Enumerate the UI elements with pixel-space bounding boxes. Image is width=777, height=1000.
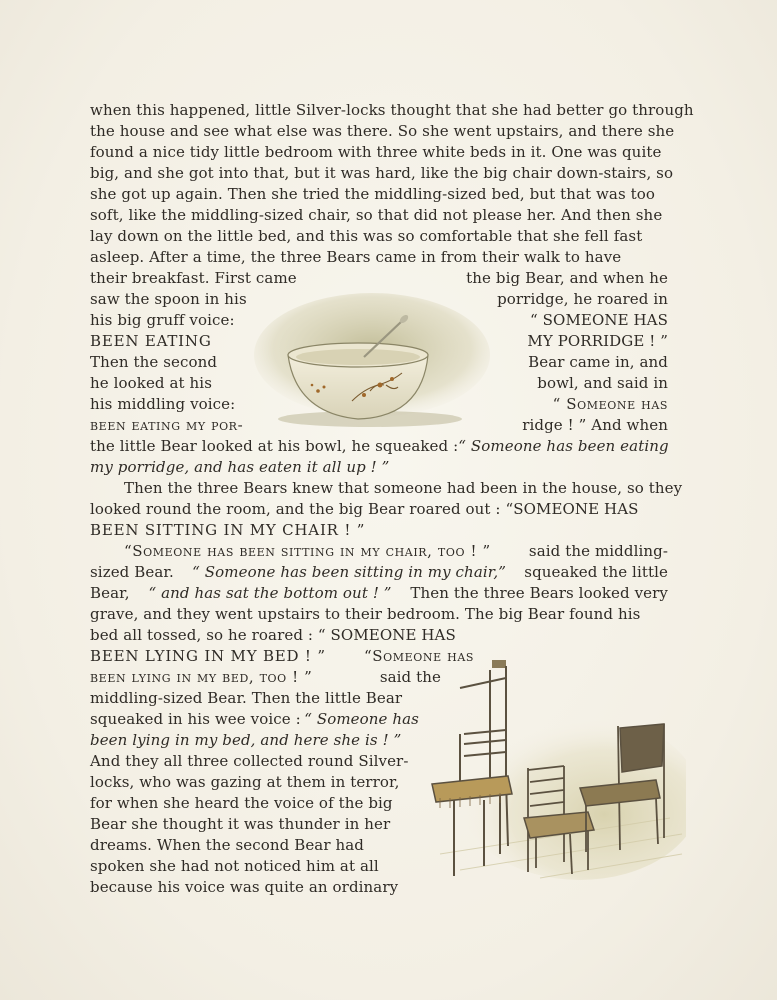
text-line: BEEN EATING MY PORRIDGE ! ” bbox=[90, 332, 668, 350]
text-line: sized Bear. “ Someone has been sitting in my chair,” squeaked the little bbox=[90, 563, 668, 581]
text-line: he looked at his bowl, and said in bbox=[90, 374, 668, 392]
text-line: his middling voice: “ Someone has bbox=[90, 395, 668, 413]
text-line: saw the spoon in his porridge, he roared in bbox=[90, 290, 668, 308]
text-line: because his voice was quite an ordinary bbox=[90, 878, 399, 896]
three-chairs-illustration bbox=[420, 648, 686, 884]
text-line: dreams. When the second Bear had bbox=[90, 836, 364, 854]
text-line: been eating my por- ridge ! ” And when bbox=[90, 416, 668, 434]
text-line: asleep. After a time, the three Bears came in from their walk to have bbox=[90, 248, 622, 266]
text-line: BEEN SITTING IN MY CHAIR ! ” bbox=[90, 521, 366, 539]
text-line: found a nice tidy little bedroom with three white beds in it. One was quite bbox=[90, 143, 662, 161]
text-line: grave, and they went upstairs to their bedroom. The big Bear found his bbox=[90, 605, 641, 623]
text-line: the little Bear looked at his bowl, he squeaked : “ Someone has been eating bbox=[90, 437, 669, 455]
text-line: for when she heard the voice of the big bbox=[90, 794, 393, 812]
porridge-bowl-illustration bbox=[252, 293, 492, 431]
text-line: she got up again. Then she tried the middling-sized bed, but that was too bbox=[90, 185, 656, 203]
text-line: locks, who was gazing at them in terror, bbox=[90, 773, 400, 791]
text-line: big, and she got into that, but it was hard, like the big chair down-stairs, so bbox=[90, 164, 674, 182]
text-line: looked round the room, and the big Bear roared out : “SOMEONE HAS bbox=[90, 500, 639, 518]
text-line: Bear she thought it was thunder in her bbox=[90, 815, 391, 833]
text-line: And they all three collected round Silver- bbox=[90, 752, 409, 770]
text-line: Then the three Bears knew that someone had been in the house, so they bbox=[124, 479, 683, 497]
text-line: their breakfast. First came the big Bear, and when he bbox=[90, 269, 668, 287]
text-line: “Someone has been sitting in my chair, too ! ” said the middling- bbox=[124, 542, 668, 560]
text-line: lay down on the little bed, and this was so comfortable that she fell fast bbox=[90, 227, 643, 245]
text-line: bed all tossed, so he roared : “ SOMEONE HAS bbox=[90, 626, 456, 644]
text-line: when this happened, little Silver-locks thought that she had better go through bbox=[90, 101, 694, 119]
text-line: Bear, “ and has sat the bottom out ! ” Then the three Bears looked very bbox=[90, 584, 668, 602]
text-line: middling-sized Bear. Then the little Bear bbox=[90, 689, 403, 707]
text-line: spoken she had not noticed him at all bbox=[90, 857, 379, 875]
text-line: the house and see what else was there. So she went upstairs, and there she bbox=[90, 122, 675, 140]
text-line: his big gruff voice: “ SOMEONE HAS bbox=[90, 311, 668, 329]
text-line: been lying in my bed, too ! ” said the bbox=[90, 668, 441, 686]
text-line: squeaked in his wee voice : “ Someone has bbox=[90, 710, 419, 728]
text-line: Then the second Bear came in, and bbox=[90, 353, 668, 371]
text-line: BEEN LYING IN MY BED ! ” “Someone has bbox=[90, 647, 474, 665]
text-line: been lying in my bed, and here she is ! ” bbox=[90, 731, 402, 749]
text-line: soft, like the middling-sized chair, so that did not please her. And then she bbox=[90, 206, 663, 224]
text-line: my porridge, and has eaten it all up ! ” bbox=[90, 458, 390, 476]
